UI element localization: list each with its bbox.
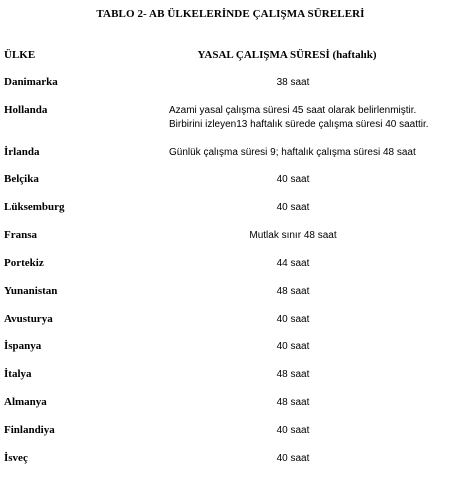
country-name: Belçika [4,173,39,185]
working-time-value: Günlük çalışma süresi 9; haftalık çalışma süresi 48 saat [169,147,416,158]
column-header-country: ÜLKE [4,49,36,61]
table-row [0,201,461,223]
country-name: Finlandiya [4,424,55,436]
table-row [0,424,461,446]
table-row [0,173,461,195]
country-name: İrlanda [4,146,40,158]
country-name: Portekiz [4,257,44,269]
table-row [0,146,461,168]
working-time-value: 40 saat [276,453,310,464]
country-name: Danimarka [4,76,58,88]
working-time-value: 38 saat [276,77,310,88]
working-time-value: Mutlak sınır 48 saat [249,230,337,241]
table-row [0,452,461,474]
country-name: Lüksemburg [4,201,65,213]
working-time-value: 40 saat [276,341,310,352]
country-name: Avusturya [4,313,53,325]
table-row [0,76,461,98]
table-row [0,368,461,390]
table-row [0,257,461,279]
country-name: Almanya [4,396,47,408]
working-time-value-line-2: Birbirini izleyen13 haftalık sürede çalışma süresi 40 saattir. [169,119,429,130]
working-time-value: 40 saat [276,425,310,436]
table-row [0,340,461,362]
country-name: Fransa [4,229,37,241]
country-name: Yunanistan [4,285,58,297]
working-time-value: 44 saat [276,258,310,269]
column-header-working-time: YASAL ÇALIŞMA SÜRESİ (haftalık) [197,49,377,61]
table-row [0,104,461,134]
working-time-value: 40 saat [276,314,310,325]
country-name: Hollanda [4,104,48,116]
table-row [0,285,461,307]
working-time-value: 48 saat [276,369,310,380]
working-time-value: 48 saat [276,397,310,408]
country-name: İspanya [4,340,42,352]
country-name: İtalya [4,368,32,380]
working-time-value: Azami yasal çalışma süresi 45 saat olarak belirlenmiştir. [169,105,417,116]
working-time-value: 40 saat [276,174,310,185]
working-time-value: 40 saat [276,202,310,213]
working-time-value: 48 saat [276,286,310,297]
table-row [0,313,461,335]
table-title: TABLO 2- AB ÜLKELERİNDE ÇALIŞMA SÜRELERİ [96,8,365,20]
country-name: İsveç [4,452,28,464]
table-row [0,229,461,251]
table-row [0,396,461,418]
